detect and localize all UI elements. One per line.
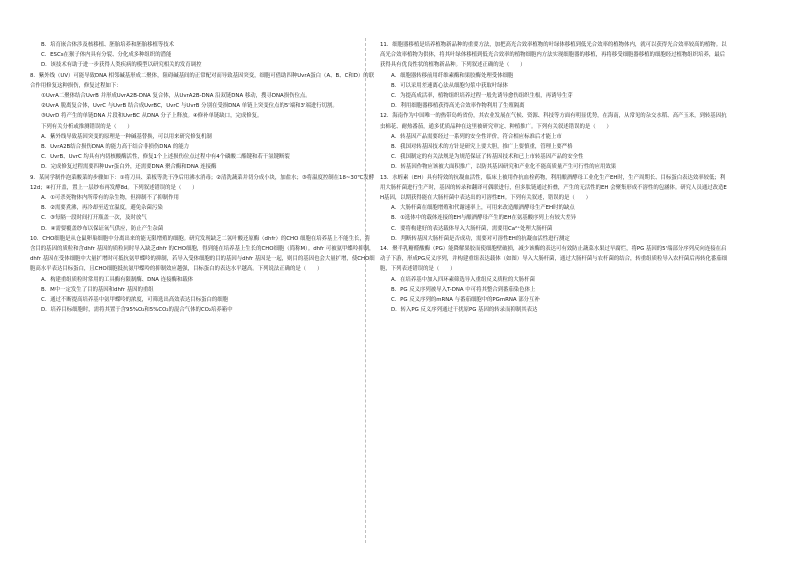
q14-stem: 14．聚半乳糖醛酸酶（PG）能降解果胶而使细胞壁破损，减少该酶的表达可有效防止蔬菜水果过早腐烂，将PG 基因的5'端部分序列反向连接在启动子下游，形成PG反义序列，并构建重组表达载体（如图）导入大肠杆菌，通过大肠杆菌与农杆菌的结合，转重组质粒导入农杆菌后再转化番茄细胞，下列表述错误的是（ ） xyxy=(380,246,728,273)
q10-option-b: B．M中一定发生了目的基因和dhfr 基因的重组 xyxy=(41,286,154,293)
q8-option-d: D．完成修复过程需要四种Uvr蛋白外，还需要DNA 聚合酶和DNA 连接酶 xyxy=(41,164,217,171)
q11-option-a: A．细胞器转移前用纤维素酶和果胶酶处理受体细胞 xyxy=(391,72,514,79)
q11-stem: 11．细胞器移植是培养植物新品种的重要方法，加把高光合效率植物的叶绿体移植到低光合效率的植物体内，就可以获得光合效率较高的植物。以高光合效率植物为供体，将其叶绿体移植到低光合效率的植物细胞内方法实现细胞器的移植，再将移受细胞器移植的细胞经过植物组织培养，最后获得具有优良性状的植物新品种。下列叙述正确的是（ ） xyxy=(380,42,727,69)
q9-stem: 9．某同学制作泡菜酸菜的步骤如下：①将刀具、菜板等洗干净后用沸水消毒；②清洗蔬菜并切分成小块，加盐水；③将温度控制在18~30℃发酵12d；④打开盖，置上一层纱布再发酵8d。下列叙述错误的是（ ） xyxy=(30,174,375,191)
q8-option-c: C．UvrB、UvrC 均具有内切核酸酶活性，修复1个上述损伤位点过程中有4个磷酸二酯键和若干氢键断裂 xyxy=(41,154,290,161)
q9-option-d: D．④需要覆盖纱布以保证氧气供应，防止产生杂菌 xyxy=(41,225,164,232)
q12-option-c: C．我国制定的有关法规是为规范保证了转基因技术和已上市转基因产品的安全性 xyxy=(391,154,584,161)
q13-option-c: C．要将构建好的表达载体导入大肠杆菌，需要用Ca²⁺处理大肠杆菌 xyxy=(391,225,553,232)
q14-option-b: B．PG 反义序列被导入T-DNA 中可将其整合到番茄染色体上 xyxy=(391,286,536,293)
q12-option-d: D．转基因作物应该被大面积推广，以防其基因研究和产业化不能高质量产生可行性的应用效果 xyxy=(391,164,617,171)
q9-option-b: B．②需要煮沸，再冷却至适宜温度，避免杂菌污染 xyxy=(41,205,163,212)
q8-stem: 8．紫外线（UV）可能导致DNA 相邻碱基形成二聚体，阻碍碱基间的正常配对而导致基因突变，细胞可借助四种UvrA蛋白（A、B、C和D）的联合作用修复这种损伤，修复过程如下： xyxy=(30,72,375,89)
q7-option-d: D．该技术有助于进一步获得人类疾病的模型以研究相关的发育调控 xyxy=(41,62,202,69)
q7-option-c: C．ESCs在猴子体内具有分裂、分化成多种组织的潜能 xyxy=(41,52,172,59)
q7-option-b: B．培育嵌合体涉及核移植、胚胎培养和胚胎移植等技术 xyxy=(41,42,175,48)
q10-option-d: D．培养目标细胞时，需将其置于含95%O₂和5%CO₂的混合气体的CO₂培养箱中 xyxy=(41,307,233,314)
q10-option-a: A．构建重组质粒时常用的工具酶有限制酶、DNA 连接酶和载体 xyxy=(41,276,194,283)
q13-stem: 13．水蛭素（EH）具有特效的抗凝血活性，临床上被用作抗血栓药物，利用酿酒酵母工业化生产EH时，生产周期长、目标蛋白表达效率较低；利用大肠杆菌进行生产时，基因的转录和翻译可偶联进行，但多肽链通过折叠，产生的无活性的EH 会聚集形成不溶性的包涵体。研究人员通过改造EH基因，以期获得能在大肠杆菌中表达出的可溶性EH。下列有关叙述，错误的是（ ） xyxy=(380,174,727,202)
q8-step-2: ②UvrA 脱离复合体，UvrC 与UvrB 结合成UvrBC，UvrC 与UvrB 分别在受损DNA 单链上突变位点的5'端和3'端进行切割。 xyxy=(41,103,338,110)
q14-option-a: A．在培养基中加入四环素筛选导入重组反义质粒的大肠杆菌 xyxy=(391,276,535,283)
q9-option-a: A．①可杀死物体内所带有的杂生物，但抑制不了抑制作用 xyxy=(41,195,179,202)
q8-option-a: A．紫外线导致基因突变的原理是一种碱基替换，可以用来研究修复机制 xyxy=(41,133,212,140)
q12-option-a: A．转基因产品需要经过一系列的安全性评价，符合相应标准后才能上市 xyxy=(391,133,562,140)
q11-option-b: B．可以采用差速离心法从细胞匀浆中获取叶绿体 xyxy=(391,82,508,89)
q11-option-c: C．为提高成活率，植物组织培养过程一般先诱导愈伤组织生根，再诱导生芽 xyxy=(391,93,573,100)
q13-option-d: D．判断转基因大肠杆菌是否成功，需要对可溶性EH的抗凝血活性进行测定 xyxy=(391,235,570,242)
q12-option-b: B．我国对转基因技术的方针是研究上要大胆，推广上要慎重，管理上要严格 xyxy=(391,144,573,151)
q14-option-c: C．PG 反义序列的mRNA 与番茄细胞中的PGmRNA 部分互补 xyxy=(391,297,540,304)
q10-option-c: C．通过不断提高培养基中氨甲蝶呤的浓度，可筛选出高效表达目标蛋白的细胞 xyxy=(41,297,229,304)
q9-option-c: C．③每隔一段时间打开瓶盖一次，及时放气 xyxy=(41,215,147,222)
q13-option-a: A．大肠杆菌在细胞增殖和代谢速率上，可用来改造酿酒酵母生产EH时的缺点 xyxy=(391,205,575,212)
q12-stem: 12．海南作为中国唯一的热带岛屿省份，其农业发展在气候、资源、科技等方面有明显优势，在海南，从常见的杂交水稻、高产玉米，到转基因抗虫棉花、耐热番茄，通多优质品种在这里被研究审定、种植推广。下列有关叙述错误的是（ ） xyxy=(380,113,727,130)
right-column xyxy=(380,40,730,315)
q10-stem: 10．CHO细胞是从仓鼠卵巢细胞中分离出来的能无限增殖的细胞。研究发现缺乏二氢叶酸还原酶（dhfr）的CHO 细胞在培养基上不能生长，将含目的基因的质粒和含dhfr 基因的质粒同时导入缺乏dhfr 的CHO细胞，得到能在培养基上生长的CHO细胞（简称M）。dhfr 可被氨甲蝶呤抑制，dhfr 基因在受体细胞中大量扩增时可抵抗氨甲蝶呤的抑制，若导入受体细胞的目的基因与dhfr 基因是一起，则目的基因也会大量扩增，使CHO细胞高水平表达目标蛋白，且CHO细胞抵抗氨甲蝶呤的抑制效应越强，目标蛋白的表达水平越高。下列说法正确的是（ ） xyxy=(30,235,375,273)
left-column xyxy=(30,40,375,315)
q8-step-1: ①UvrA二聚体结合UvrB 并形成UvrA2B-DNA 复合体，从UvrA2B-DNA 沿双链DNA 移动，搜寻DNA损伤位点。 xyxy=(41,93,311,100)
q8-prompt: 下列有关分析或推测错误的是（ ） xyxy=(41,123,133,130)
q11-option-d: D．利用细胞器移植获得高光合效率作物利用了生殖隔离 xyxy=(391,103,525,110)
q8-step-3-4: ③UvrD 将产生的单链DNA 片段和UvrBC 从DNA 分子上释放。④修补单链缺口，完成修复。 xyxy=(41,113,263,120)
q8-option-b: B．UvrA2B结合损伤DNA 的能力高于结合非损伤DNA 的能力 xyxy=(41,144,190,151)
q13-option-b: B．①选体中的载体连接的EH与酿酒酵母产生的EH在氨基酸序列上有较大差异 xyxy=(391,215,577,222)
q14-option-d: D．转入PG 反义序列通过干扰原PG 基因的转录而抑制其表达 xyxy=(391,307,538,314)
